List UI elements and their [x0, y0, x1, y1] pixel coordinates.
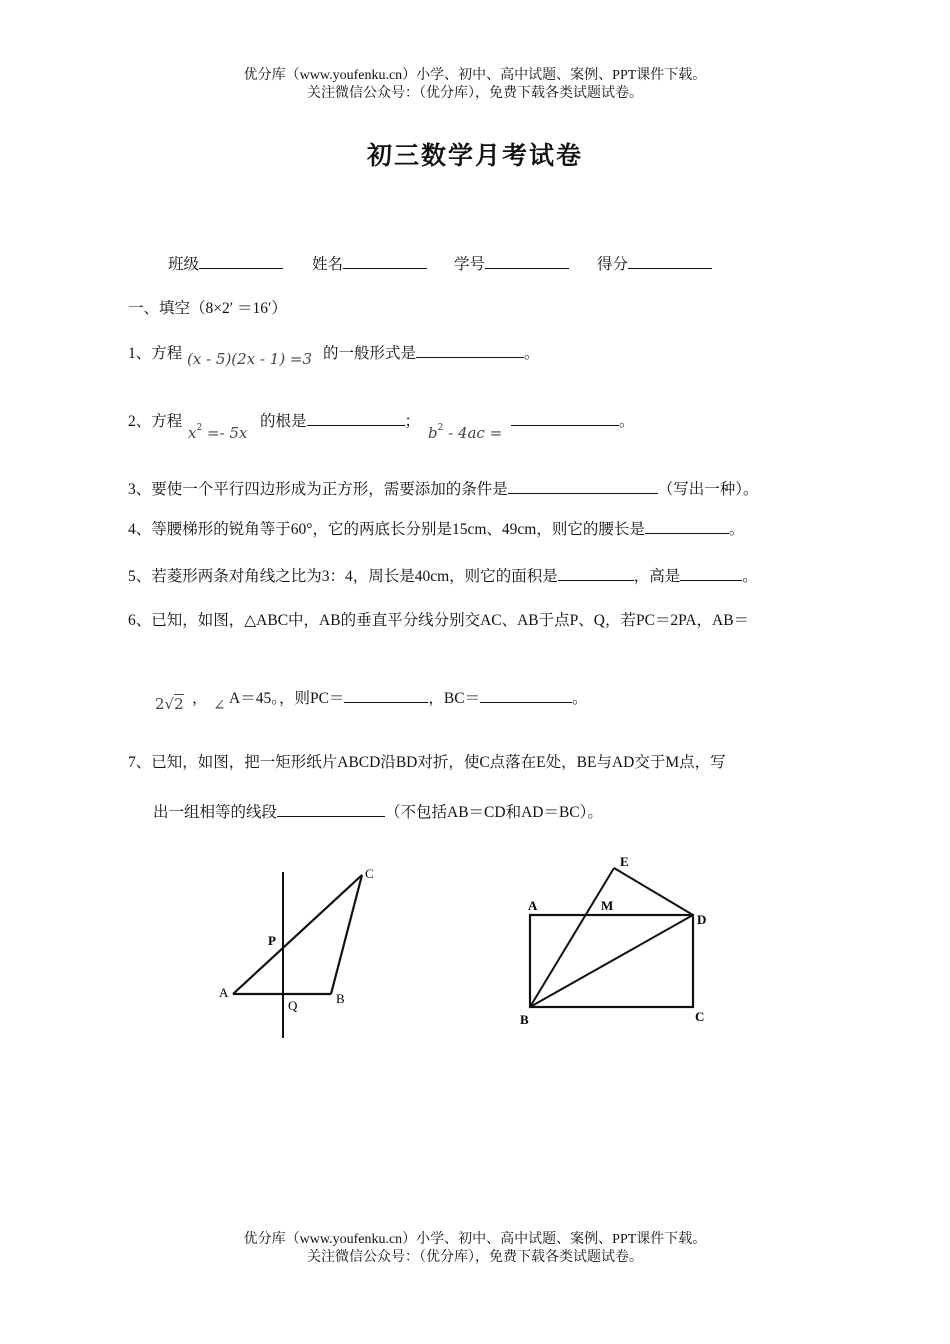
- question-2: [128, 409, 182, 431]
- q6-rest: [229, 686, 588, 708]
- question-5: [128, 564, 758, 586]
- info-blank[interactable]: [343, 253, 427, 269]
- q2-formula2-b: b: [428, 424, 438, 442]
- q2-formula-rest: =- 5x: [202, 424, 248, 442]
- q6-blank-2[interactable]: [480, 687, 572, 703]
- q4-text: 4、等腰梯形的锐角等于60°，它的两底长分别是15cm、49cm，则它的腰长是: [128, 521, 645, 538]
- label-c: C: [365, 866, 374, 881]
- info-field-score: [597, 252, 712, 274]
- info-label: 姓名: [312, 256, 344, 273]
- q2-formula-base: x: [188, 424, 197, 442]
- label-m: M: [601, 898, 614, 913]
- q3-blank[interactable]: [508, 478, 658, 494]
- figure-triangle: [200, 860, 400, 1050]
- q5-mid: ，高是: [633, 568, 681, 585]
- label-a: A: [219, 985, 229, 1000]
- info-label: 学号: [454, 256, 486, 273]
- q6-blank-1[interactable]: [344, 687, 428, 703]
- footer-line-1: 优分库（www.youfenku.cn）小学、初中、高中试题、案例、PPT课件下载。: [243, 1232, 707, 1247]
- q6-comma: ，: [192, 690, 208, 707]
- label-b: B: [336, 991, 345, 1006]
- q2-blank-1[interactable]: [307, 410, 405, 426]
- q6-ab-value: [155, 695, 184, 713]
- q6-end: 。: [572, 690, 588, 707]
- q2-rest: [260, 409, 420, 431]
- q1-blank[interactable]: [416, 342, 524, 358]
- info-blank[interactable]: [485, 253, 569, 269]
- q2-formula-exp: 2: [196, 423, 203, 433]
- question-4: [128, 517, 744, 539]
- q6-mid: ，BC＝: [428, 690, 481, 707]
- q2-tail: [511, 409, 635, 431]
- q2-sep: ；: [404, 413, 421, 430]
- q2-mid: 的根是: [260, 413, 307, 430]
- info-field-id: [454, 252, 569, 274]
- q5-end: 。: [742, 568, 758, 585]
- sqrt-icon: √: [164, 695, 175, 713]
- question-3: [128, 477, 759, 499]
- segment-be: [530, 868, 614, 1007]
- q7-line2-end: （不包括AB＝CD和AD＝BC）。: [385, 804, 603, 821]
- label-e: E: [620, 854, 629, 869]
- q5-text: 5、若菱形两条对角线之比为3：4，周长是40cm，则它的面积是: [128, 568, 558, 585]
- q6-ab-root: 2: [174, 695, 184, 713]
- q6-angle-symbol: ∠: [213, 696, 226, 714]
- question-7-line-1: 7、已知，如图，把一矩形纸片ABCD沿BD对折，使C点落在E处，BE与AD交于M点，写: [128, 754, 726, 771]
- label-d: D: [697, 912, 707, 927]
- label-a: A: [528, 898, 538, 913]
- q2-blank-2[interactable]: [511, 410, 619, 426]
- q2-prefix: 2、方程: [128, 413, 183, 430]
- footer-line-2: 关注微信公众号：（优分库），免费下载各类试题试卷。: [307, 1250, 643, 1265]
- side-ac: [233, 875, 362, 994]
- label-q: Q: [288, 998, 298, 1013]
- info-blank[interactable]: [199, 253, 283, 269]
- q2-formula2-exp: 2: [437, 423, 444, 433]
- q6-angle-text: A＝45。，则PC＝: [229, 690, 345, 707]
- q5-blank-2[interactable]: [680, 565, 742, 581]
- q2-end: 。: [619, 413, 635, 430]
- header-line-1: 优分库（www.youfenku.cn）小学、初中、高中试题、案例、PPT课件下载。: [243, 68, 707, 83]
- label-c: C: [695, 1009, 705, 1024]
- q1-rest: [323, 341, 540, 363]
- section-heading: 一、填空（8×2′ ＝16′）: [128, 300, 287, 317]
- q2-formula2-rest: - 4ac =: [443, 424, 503, 442]
- info-field-name: [312, 252, 427, 274]
- q3-end: （写出一种）。: [657, 481, 759, 498]
- q7-line2-start: 出一组相等的线段: [153, 804, 278, 821]
- question-7-line-2: [153, 800, 603, 822]
- header-line-2: 关注微信公众号：（优分库），免费下载各类试题试卷。: [307, 86, 643, 101]
- q5-blank-1[interactable]: [558, 565, 634, 581]
- q3-text: 3、要使一个平行四边形成为正方形，需要添加的条件是: [128, 481, 508, 498]
- q7-blank[interactable]: [277, 801, 385, 817]
- q1-formula: (x - 5)(2x - 1) =3: [187, 350, 313, 368]
- q4-end: 。: [728, 521, 745, 538]
- info-label: 得分: [597, 256, 629, 273]
- question-6-line-1: 6、已知，如图，△ABC中，AB的垂直平分线分别交AC、AB于点P、Q，若PC＝2PA，AB＝: [128, 612, 750, 629]
- page-title: 初三数学月考试卷: [366, 141, 583, 170]
- question-1: [128, 341, 182, 363]
- q6-ab-coef: 2: [155, 695, 165, 713]
- side-bc: [331, 875, 362, 994]
- q2-formula-2: [428, 423, 502, 442]
- label-b: B: [520, 1012, 529, 1027]
- q4-blank[interactable]: [645, 518, 729, 534]
- figure-rectangle: [505, 848, 735, 1038]
- info-blank[interactable]: [628, 253, 712, 269]
- q1-suffix: 的一般形式是: [323, 345, 417, 362]
- diagonal-bd: [530, 915, 693, 1007]
- q1-end: 。: [524, 345, 540, 362]
- info-label: 班级: [168, 256, 200, 273]
- segment-ed: [614, 868, 693, 915]
- info-field-class: [168, 252, 283, 274]
- q1-prefix: 1、方程: [128, 345, 183, 362]
- q2-formula: [188, 423, 247, 442]
- label-p: P: [268, 933, 276, 948]
